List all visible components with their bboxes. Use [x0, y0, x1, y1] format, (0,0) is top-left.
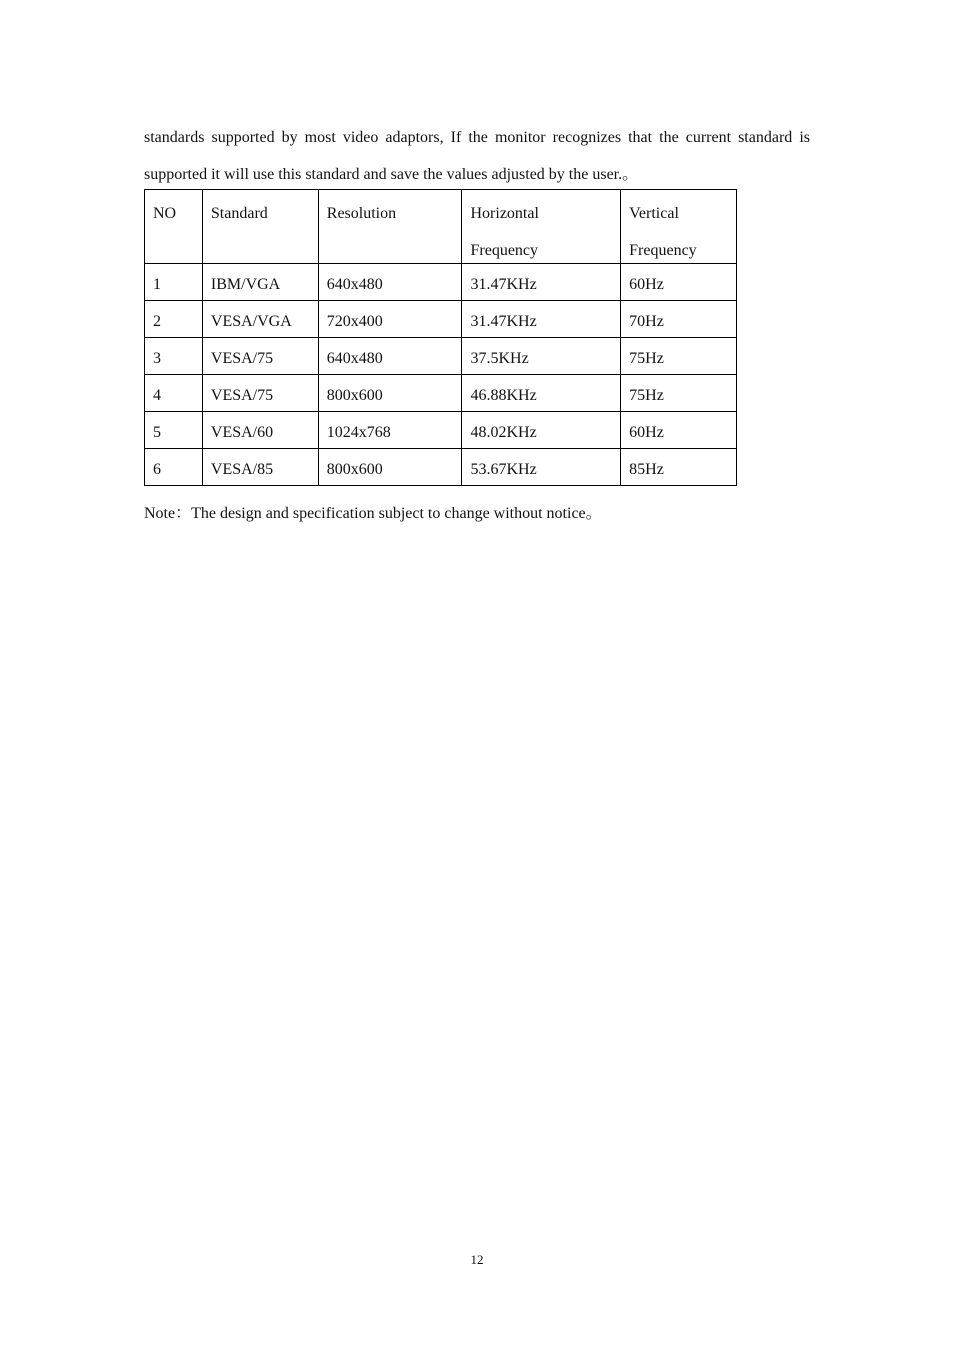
- table-row: [145, 449, 737, 486]
- cell-resolution: 640x480: [318, 264, 462, 301]
- cell-vertical-frequency: 75Hz: [621, 338, 737, 375]
- cell-horizontal-frequency: 31.47KHz: [462, 264, 621, 301]
- cell-no: 3: [145, 338, 203, 375]
- cell-no: 1: [145, 264, 203, 301]
- header-cell-horizontal-frequency: Horizontal Frequency: [462, 190, 621, 264]
- cell-standard: VESA/VGA: [202, 301, 318, 338]
- body-text-line-1: standards supported by most video adaptors, If the monitor recognizes that the current standard is: [144, 129, 810, 146]
- table-row: [145, 338, 737, 375]
- header-cell-resolution: Resolution: [318, 190, 462, 264]
- cell-horizontal-frequency: 53.67KHz: [462, 449, 621, 486]
- cell-resolution: 640x480: [318, 338, 462, 375]
- cell-vertical-frequency: 85Hz: [621, 449, 737, 486]
- cell-resolution: 720x400: [318, 301, 462, 338]
- cell-standard: VESA/75: [202, 375, 318, 412]
- table-row: [145, 264, 737, 301]
- cell-vertical-frequency: 60Hz: [621, 264, 737, 301]
- cell-standard: VESA/60: [202, 412, 318, 449]
- cell-horizontal-frequency: 37.5KHz: [462, 338, 621, 375]
- cell-horizontal-frequency: 31.47KHz: [462, 301, 621, 338]
- display-modes-table: [144, 189, 737, 486]
- cell-resolution: 800x600: [318, 449, 462, 486]
- header-cell-standard: Standard: [202, 190, 318, 264]
- table-row: [145, 375, 737, 412]
- cell-no: 4: [145, 375, 203, 412]
- cell-horizontal-frequency: 48.02KHz: [462, 412, 621, 449]
- table-row: [145, 301, 737, 338]
- cell-vertical-frequency: 60Hz: [621, 412, 737, 449]
- cell-standard: VESA/75: [202, 338, 318, 375]
- table-row: [145, 412, 737, 449]
- body-text-line-2: supported it will use this standard and save the values adjusted by the user.。: [144, 166, 639, 183]
- header-cell-vertical-frequency: Vertical Frequency: [621, 190, 737, 264]
- cell-resolution: 1024x768: [318, 412, 462, 449]
- cell-vertical-frequency: 70Hz: [621, 301, 737, 338]
- header-cell-no: NO: [145, 190, 203, 264]
- table-header-row: [145, 190, 737, 264]
- cell-no: 5: [145, 412, 203, 449]
- cell-standard: IBM/VGA: [202, 264, 318, 301]
- cell-standard: VESA/85: [202, 449, 318, 486]
- page-number: 12: [470, 1252, 484, 1267]
- cell-vertical-frequency: 75Hz: [621, 375, 737, 412]
- note-text: Note：The design and specification subject to change without notice。: [144, 505, 602, 522]
- cell-no: 2: [145, 301, 203, 338]
- cell-no: 6: [145, 449, 203, 486]
- cell-resolution: 800x600: [318, 375, 462, 412]
- cell-horizontal-frequency: 46.88KHz: [462, 375, 621, 412]
